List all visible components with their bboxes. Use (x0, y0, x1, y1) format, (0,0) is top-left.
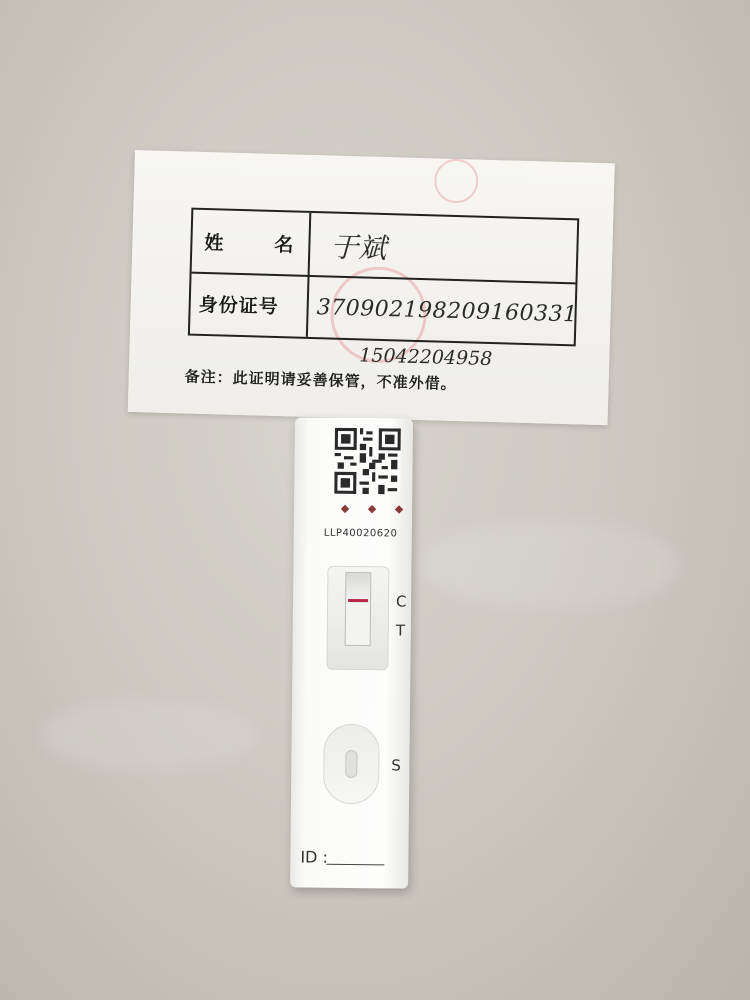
result-window (345, 572, 372, 646)
result-window-frame (326, 566, 389, 671)
diamond-icon (395, 505, 403, 513)
handwritten-phone: 15042204958 (359, 344, 493, 371)
control-line (348, 599, 368, 602)
lot-number: LLP40020620 (323, 527, 398, 540)
handwritten-id-number: 370902198209160331 (316, 295, 578, 328)
qr-code-icon (334, 428, 401, 495)
sample-mark: S (391, 756, 401, 775)
sample-hole (345, 750, 357, 778)
diamond-icon (368, 505, 376, 513)
floor-highlight (40, 700, 260, 770)
id-field-line (326, 864, 384, 866)
name-label-b: 名 (274, 233, 294, 257)
handwritten-name: 于斌 (329, 230, 387, 266)
floor-highlight (420, 520, 680, 610)
table-divider (192, 272, 576, 285)
rapid-test-cassette (290, 417, 413, 888)
name-label-a: 姓 (204, 231, 224, 255)
id-field-label: ID : (300, 847, 329, 867)
faded-stamp (434, 158, 479, 203)
test-mark: T (395, 621, 406, 640)
diamond-icon (341, 505, 349, 513)
control-mark: C (395, 592, 407, 611)
diamond-row (342, 506, 402, 513)
id-number-label: 身份证号 (198, 293, 279, 319)
info-table (188, 208, 579, 347)
sample-well (323, 724, 380, 805)
card-note: 备注：此证明请妥善保管，不准外借。 (184, 367, 457, 394)
id-paper-card (128, 150, 615, 425)
